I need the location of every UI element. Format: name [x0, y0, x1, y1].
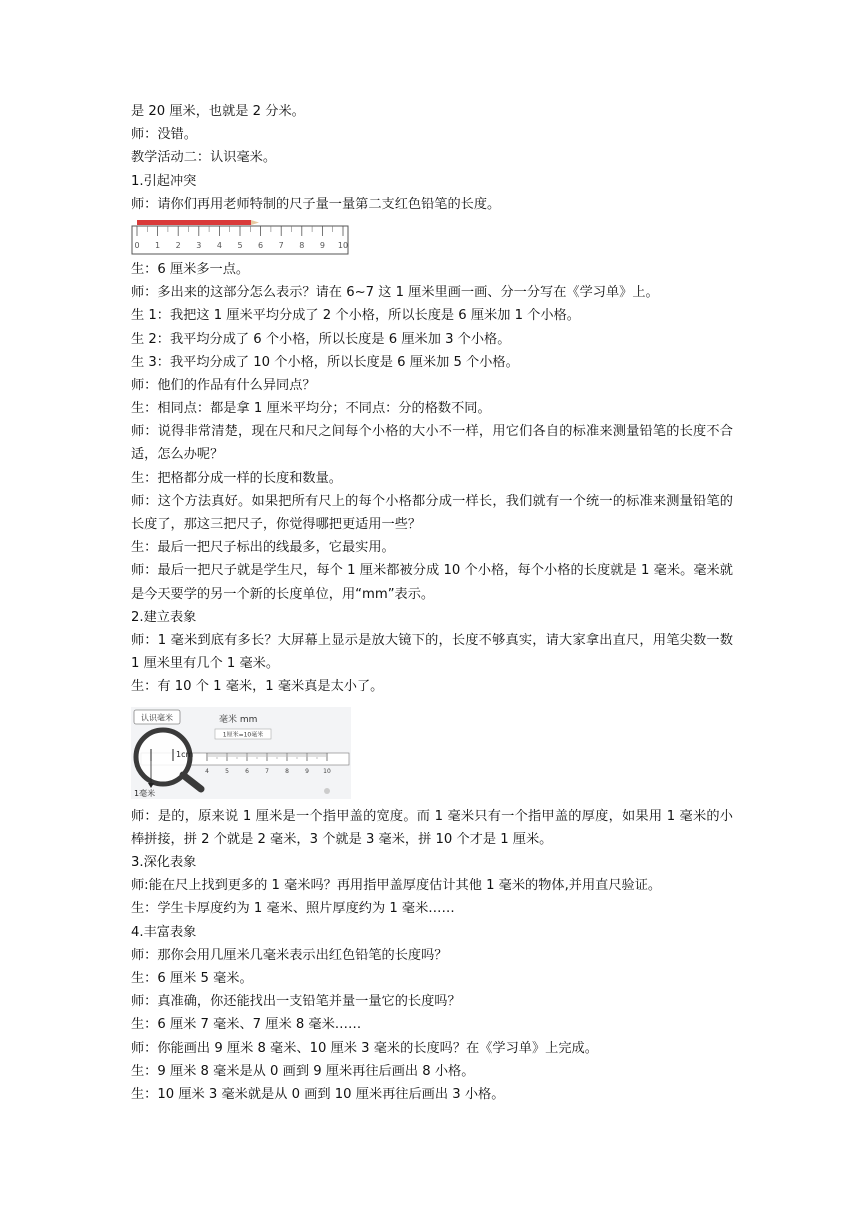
ruler-tick-label: 8 — [299, 240, 305, 250]
figure-title: 毫米 mm — [219, 714, 258, 725]
text-line: 师：你能画出 9 厘米 8 毫米、10 厘米 3 毫米的长度吗？在《学习单》上完成。 — [131, 1040, 598, 1056]
mm-label: 1毫米 — [134, 788, 156, 798]
ruler-tick-label: 9 — [319, 240, 325, 250]
ruler-tick-label: 10 — [337, 240, 349, 250]
paragraph: 师：是的，原来说 1 厘米是一个指甲盖的宽度。而 1 毫米只有一个指甲盖的厚度，如果用 1 毫米的小棒拼接，拼 2 个就是 2 毫米，3 个就是 3 毫米，拼 10 个才是 1 厘米。 — [131, 808, 733, 847]
magnifier-figure — [131, 707, 351, 799]
mm-tick-label: 8 — [285, 767, 289, 775]
text-line: 生 3：我平均分成了 10 个小格，所以长度是 6 厘米加 5 个小格。 — [131, 354, 519, 370]
mm-tick-label: 10 — [323, 767, 331, 775]
subsection-heading: 4.丰富表象 — [131, 924, 197, 940]
tag-label: 认识毫米 — [141, 713, 173, 723]
text-line: 师：那你会用几厘米几毫米表示出红色铅笔的长度吗？ — [131, 947, 448, 963]
text-line: 师：多出来的这部分怎么表示？请在 6~7 这 1 厘米里画一画、分一分写在《学习单》上。 — [131, 285, 659, 301]
ruler-tick-label: 7 — [278, 240, 284, 250]
ruler-tick-label: 0 — [134, 240, 140, 250]
text-line: 师：没错。 — [131, 127, 197, 143]
mm-tick-label: 6 — [245, 767, 249, 775]
subsection-heading: 3.深化表象 — [131, 855, 197, 871]
text-line: 生：把格都分成一样的长度和数量。 — [131, 470, 342, 486]
paragraph: 师:能在尺上找到更多的 1 毫米吗？再用指甲盖厚度估计其他 1 毫米的物体,并用直尺验证。 — [131, 878, 662, 894]
ruler-pencil-figure — [131, 218, 351, 258]
pencil-tip — [251, 220, 259, 225]
text-line: 是 20 厘米，也就是 2 分米。 — [131, 104, 305, 119]
ruler-tick-label: 1 — [155, 240, 161, 250]
text-line: 生：6 厘米多一点。 — [131, 261, 250, 277]
text-line: 生 2：我平均分成了 6 个小格，所以长度是 6 厘米加 3 个小格。 — [131, 331, 511, 347]
paragraph: 师：1 毫米到底有多长？大屏幕上显示是放大镜下的，长度不够真实，请大家拿出直尺，用笔尖数一数 1 厘米里有几个 1 毫米。 — [131, 633, 733, 672]
ruler-tick-label: 4 — [216, 240, 222, 250]
text-line: 师：他们的作品有什么异同点？ — [131, 377, 316, 393]
text-line: 生：9 厘米 8 毫米是从 0 画到 9 厘米再往后画出 8 小格。 — [131, 1063, 475, 1079]
red-pencil — [137, 220, 251, 225]
equation-label: 1厘米=10毫米 — [222, 731, 264, 739]
subsection-heading: 1.引起冲突 — [131, 173, 197, 189]
mm-tick-label: 9 — [305, 767, 309, 775]
paragraph: 师：最后一把尺子就是学生尺，每个 1 厘米都被分成 10 个小格，每个小格的长度就是 1 毫米。毫米就是今天要学的另一个新的长度单位，用“mm”表示。 — [131, 563, 733, 602]
paragraph: 师：说得非常清楚，现在尺和尺之间每个小格的大小不一样，用它们各自的标准来测量铅笔的长度不合适，怎么办呢？ — [131, 424, 733, 463]
ruler-tick-label: 5 — [237, 240, 243, 250]
mm-tick-label: 5 — [225, 767, 229, 775]
text-line: 生：最后一把尺子标出的线最多，它最实用。 — [131, 540, 395, 556]
ruler-tick-label: 6 — [258, 240, 264, 250]
text-line: 生：学生卡厚度约为 1 毫米、照片厚度约为 1 毫米…… — [131, 901, 455, 917]
text-line: 生 1：我把这 1 厘米平均分成了 2 个小格，所以长度是 6 厘米加 1 个小格。 — [131, 308, 580, 324]
text-line: 生：6 厘米 5 毫米。 — [131, 970, 253, 986]
document-body — [131, 100, 733, 1106]
text-line: 生：10 厘米 3 毫米就是从 0 画到 10 厘米再往后画出 3 小格。 — [131, 1086, 505, 1102]
subsection-heading: 2.建立表象 — [131, 609, 197, 625]
decor-dot — [324, 788, 330, 794]
cm-label: 1cm — [176, 749, 194, 759]
section-heading: 教学活动二：认识毫米。 — [131, 150, 277, 166]
text-line: 生：相同点：都是拿 1 厘米平均分；不同点：分的格数不同。 — [131, 401, 491, 417]
ruler-tick-label: 3 — [196, 240, 202, 250]
magnifier-illustration — [131, 707, 351, 799]
text-line: 生：有 10 个 1 毫米，1 毫米真是太小了。 — [131, 679, 384, 695]
text-line: 生：6 厘米 7 毫米、7 厘米 8 毫米…… — [131, 1017, 362, 1033]
paragraph: 师：这个方法真好。如果把所有尺上的每个小格都分成一样长，我们就有一个统一的标准来测量铅笔的长度了，那这三把尺子，你觉得哪把更适用一些？ — [131, 493, 733, 533]
mm-tick-label: 4 — [205, 767, 209, 775]
ruler-tick-label: 2 — [175, 240, 181, 250]
ruler-pencil-illustration — [131, 218, 351, 258]
text-line: 师：真准确，你还能找出一支铅笔并量一量它的长度吗？ — [131, 994, 461, 1010]
text-line: 师：请你们再用老师特制的尺子量一量第二支红色铅笔的长度。 — [131, 196, 501, 212]
mm-tick-label: 7 — [265, 767, 269, 775]
